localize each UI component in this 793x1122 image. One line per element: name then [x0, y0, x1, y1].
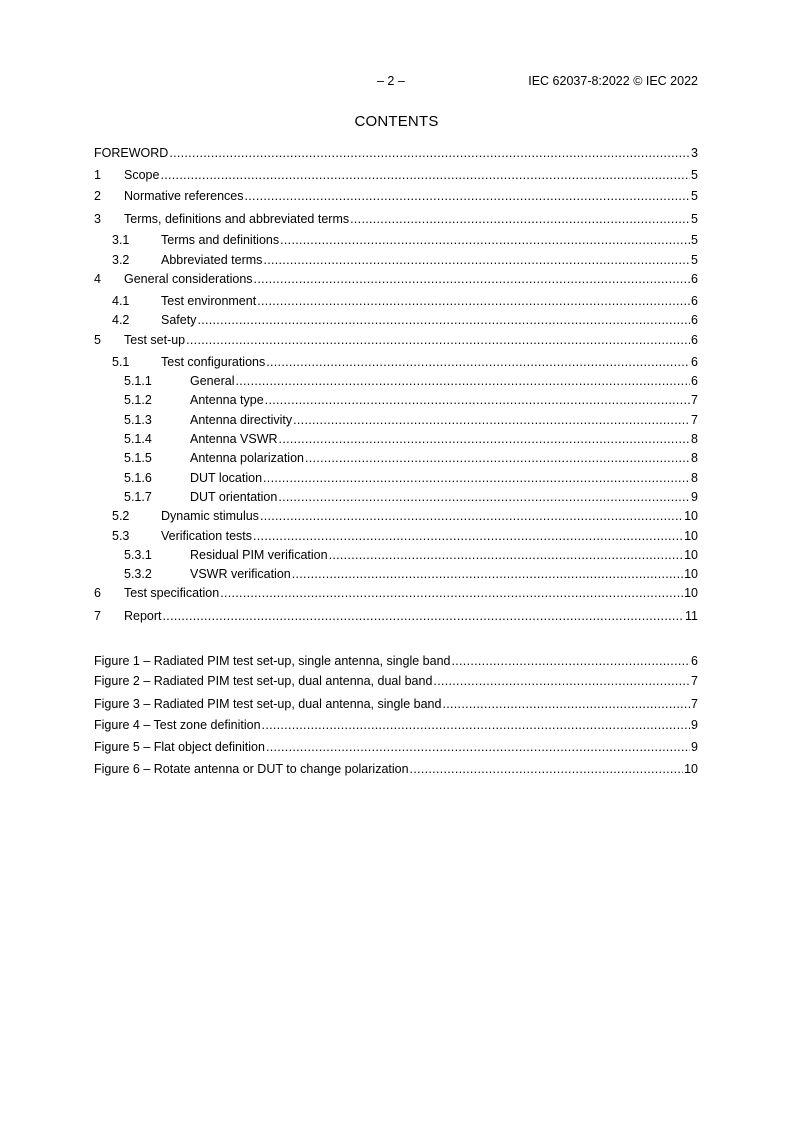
toc-entry-label: Antenna type: [190, 393, 264, 407]
toc-entry-number: 6: [94, 586, 101, 600]
toc-entry-label: DUT orientation: [190, 490, 278, 504]
dot-leader: [220, 585, 683, 601]
dot-leader: [254, 271, 691, 287]
toc-entry-page: 6: [691, 374, 698, 388]
toc-entry[interactable]: [94, 470, 698, 486]
figure-entry-page: 9: [691, 740, 698, 754]
toc-entry[interactable]: [94, 211, 698, 227]
toc-entry-page: 10: [684, 548, 698, 562]
figure-entry-label: Figure 2 – Radiated PIM test set-up, dual antenna, dual band: [94, 674, 433, 688]
toc-entry-label: Scope: [124, 168, 160, 182]
dot-leader: [163, 608, 684, 624]
toc-entry-page: 8: [691, 451, 698, 465]
toc-entry-page: 7: [691, 413, 698, 427]
dot-leader: [329, 547, 684, 563]
figure-entry[interactable]: [94, 673, 698, 689]
toc-entry-page: 5: [691, 233, 698, 247]
toc-entry-label: Dynamic stimulus: [161, 509, 259, 523]
toc-entry[interactable]: [94, 188, 698, 204]
toc-entry-label: Test configurations: [161, 355, 266, 369]
toc-entry-page: 8: [691, 471, 698, 485]
toc-entry[interactable]: [94, 232, 698, 248]
figure-entry-page: 7: [691, 674, 698, 688]
toc-entry-label: Abbreviated terms: [161, 253, 263, 267]
toc-entry-page: 6: [691, 313, 698, 327]
toc-entry-number: 5.3: [112, 529, 130, 543]
dot-leader: [279, 431, 691, 447]
toc-entry-page: 6: [691, 294, 698, 308]
dot-leader: [265, 392, 690, 408]
dot-leader: [266, 739, 690, 755]
toc-entry-number: 5.1: [112, 355, 130, 369]
dot-leader: [293, 412, 690, 428]
toc-entry[interactable]: [94, 566, 698, 582]
toc-entry[interactable]: [94, 145, 698, 161]
dot-leader: [292, 566, 683, 582]
toc-entry-label: Antenna VSWR: [190, 432, 278, 446]
toc-entry-page: 6: [691, 272, 698, 286]
dot-leader: [350, 211, 690, 227]
dot-leader: [197, 312, 690, 328]
toc-entry[interactable]: [94, 528, 698, 544]
dot-leader: [305, 450, 690, 466]
dot-leader: [260, 508, 683, 524]
toc-entry-page: 10: [684, 509, 698, 523]
toc-entry-page: 9: [691, 490, 698, 504]
toc-entry-number: 5.2: [112, 509, 130, 523]
dot-leader: [262, 717, 691, 733]
toc-entry-number: 7: [94, 609, 101, 623]
figure-entry[interactable]: [94, 761, 698, 777]
toc-entry[interactable]: [94, 489, 698, 505]
toc-entry-number: 4.1: [112, 294, 130, 308]
toc-entry[interactable]: [94, 608, 698, 624]
toc-entry[interactable]: [94, 392, 698, 408]
dot-leader: [280, 232, 690, 248]
toc-entry[interactable]: [94, 585, 698, 601]
toc-entry-number: 3.2: [112, 253, 130, 267]
dot-leader: [186, 332, 690, 348]
dot-leader: [263, 470, 690, 486]
dot-leader: [278, 489, 690, 505]
toc-entry-number: 3: [94, 212, 101, 226]
toc-entry-page: 6: [691, 355, 698, 369]
toc-entry-number: 4.2: [112, 313, 130, 327]
toc-entry[interactable]: [94, 431, 698, 447]
figure-entry-label: Figure 5 – Flat object definition: [94, 740, 265, 754]
toc-entry-number: 5.1.6: [124, 471, 152, 485]
toc-entry-number: 1: [94, 168, 101, 182]
toc-entry-number: 5.1.3: [124, 413, 152, 427]
toc-entry-number: 5: [94, 333, 101, 347]
dot-leader: [245, 188, 691, 204]
toc-entry-label: Terms, definitions and abbreviated terms: [124, 212, 350, 226]
figure-entry-label: Figure 1 – Radiated PIM test set-up, single antenna, single band: [94, 654, 451, 668]
figure-entry-page: 10: [684, 762, 698, 776]
toc-entry-label: DUT location: [190, 471, 263, 485]
contents-title: CONTENTS: [354, 113, 439, 130]
toc-entry-page: 10: [684, 586, 698, 600]
dot-leader: [433, 673, 690, 689]
toc-entry[interactable]: [94, 293, 698, 309]
toc-entry-number: 5.1.7: [124, 490, 152, 504]
toc-entry-page: 5: [691, 253, 698, 267]
toc-entry-label: VSWR verification: [190, 567, 291, 581]
figure-entry[interactable]: [94, 717, 698, 733]
toc-entry-number: 5.3.1: [124, 548, 152, 562]
dot-leader: [442, 696, 690, 712]
toc-entry[interactable]: [94, 167, 698, 183]
toc-entry[interactable]: [94, 373, 698, 389]
figure-entry-page: 9: [691, 718, 698, 732]
toc-entry-label: Test environment: [161, 294, 257, 308]
figure-entry-label: Figure 3 – Radiated PIM test set-up, dual antenna, single band: [94, 697, 442, 711]
toc-entry[interactable]: [94, 508, 698, 524]
toc-entry-label: Antenna polarization: [190, 451, 304, 465]
figure-entry[interactable]: [94, 739, 698, 755]
toc-entry-number: 5.1.1: [124, 374, 152, 388]
toc-entry-label: Residual PIM verification: [190, 548, 328, 562]
figure-entry[interactable]: [94, 653, 698, 669]
dot-leader: [253, 528, 683, 544]
document-id: IEC 62037-8:2022 © IEC 2022: [528, 74, 698, 88]
toc-entry-page: 8: [691, 432, 698, 446]
toc-entry-page: 7: [691, 393, 698, 407]
dot-leader: [235, 373, 690, 389]
toc-entry[interactable]: [94, 412, 698, 428]
toc-entry[interactable]: [94, 450, 698, 466]
toc-entry[interactable]: [94, 547, 698, 563]
toc-entry-label: General: [190, 374, 235, 388]
figure-entry-page: 6: [691, 654, 698, 668]
figure-entry-label: Figure 6 – Rotate antenna or DUT to change polarization: [94, 762, 409, 776]
toc-entry[interactable]: [94, 332, 698, 348]
toc-entry-label: Normative references: [124, 189, 244, 203]
toc-entry-page: 6: [691, 333, 698, 347]
page-number: – 2 –: [377, 74, 405, 88]
toc-entry-label: Safety: [161, 313, 197, 327]
dot-leader: [160, 167, 690, 183]
page-header: [95, 74, 698, 92]
toc-entry-page: 10: [684, 567, 698, 581]
toc-entry-label: Report: [124, 609, 162, 623]
toc-entry-page: 3: [691, 146, 698, 160]
toc-entry-number: 2: [94, 189, 101, 203]
toc-entry-number: 5.1.2: [124, 393, 152, 407]
figure-entry-label: Figure 4 – Test zone definition: [94, 718, 261, 732]
toc-entry-label: General considerations: [124, 272, 253, 286]
dot-leader: [257, 293, 690, 309]
toc-entry-number: 4: [94, 272, 101, 286]
toc-entry[interactable]: [94, 252, 698, 268]
toc-entry-page: 5: [691, 212, 698, 226]
toc-entry-label: Terms and definitions: [161, 233, 280, 247]
toc-entry-label: Verification tests: [161, 529, 253, 543]
toc-entry-label: FOREWORD: [94, 146, 169, 160]
toc-entry-number: 5.3.2: [124, 567, 152, 581]
toc-entry-page: 10: [684, 529, 698, 543]
figure-entry-page: 7: [691, 697, 698, 711]
toc-entry-label: Antenna directivity: [190, 413, 293, 427]
figure-entry[interactable]: [94, 696, 698, 712]
dot-leader: [410, 761, 684, 777]
toc-entry[interactable]: [94, 271, 698, 287]
dot-leader: [266, 354, 690, 370]
toc-entry-page: 5: [691, 189, 698, 203]
toc-entry[interactable]: [94, 312, 698, 328]
toc-entry-label: Test specification: [124, 586, 220, 600]
toc-entry[interactable]: [94, 354, 698, 370]
toc-entry-page: 5: [691, 168, 698, 182]
dot-leader: [451, 653, 690, 669]
toc-entry-number: 5.1.4: [124, 432, 152, 446]
dot-leader: [263, 252, 690, 268]
toc-entry-number: 3.1: [112, 233, 130, 247]
toc-entry-number: 5.1.5: [124, 451, 152, 465]
toc-entry-label: Test set-up: [124, 333, 186, 347]
dot-leader: [169, 145, 690, 161]
toc-entry-page: 11: [685, 609, 698, 623]
